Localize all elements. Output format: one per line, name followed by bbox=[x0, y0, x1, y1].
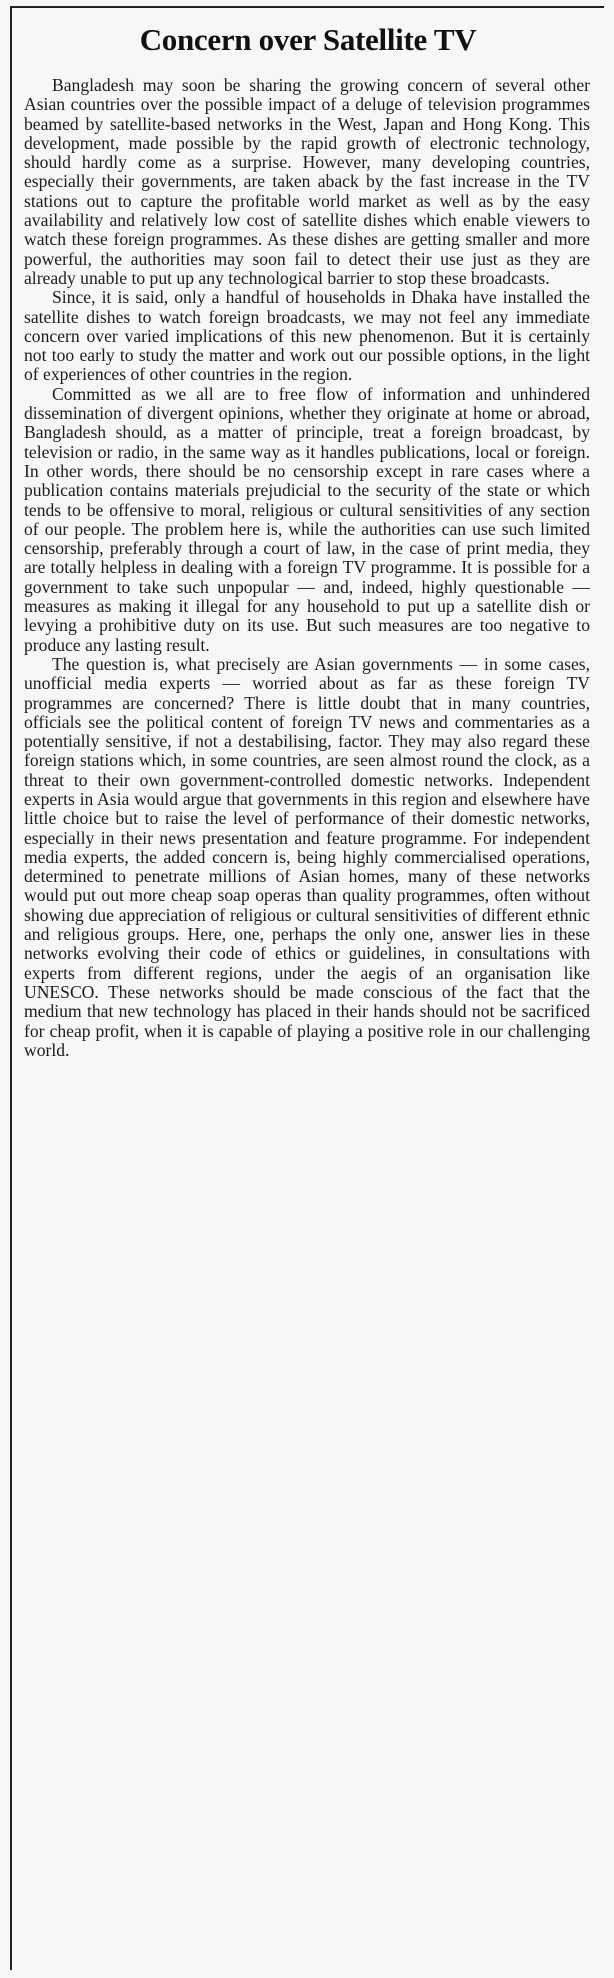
top-border-rule bbox=[10, 6, 604, 8]
paragraph-1: Bangladesh may soon be sharing the growing concern of several other Asian countries over the possible impact of a deluge of television programmes beamed by satellite-based networks in the West, Japan and Hong Kong. This development, made possible by the rapid growth of electronic technology, should hardly come as a surprise. However, many developing countries, especially their governments, are taken aback by the fast increase in the TV stations out to capture the profitable world market as well as by the easy availability and relatively low cost of satellite dishes which enable viewers to watch these foreign programmes. As these dishes are getting smaller and more powerful, the authorities may soon fail to detect their use just as they are already unable to put up any technological barrier to stop these broadcasts. bbox=[24, 75, 590, 288]
left-border-rule bbox=[10, 6, 12, 1970]
paragraph-2: Since, it is said, only a handful of households in Dhaka have installed the satellite dishes to watch foreign broadcasts, we may not feel any immediate concern over varied implications of this new phenomenon. But it is certainly not too early to study the matter and work out our possible options, in the light of experiences of other countries in the region. bbox=[24, 287, 590, 385]
newspaper-clipping bbox=[10, 6, 604, 1970]
headline: Concern over Satellite TV bbox=[139, 22, 477, 57]
paragraph-3: Committed as we all are to free flow of information and unhindered dissemination of divergent opinions, whether they originate at home or abroad, Bangladesh should, as a matter of principle, treat a foreign broadcast, by television or radio, in the same way as it handles publications, local or foreign. In other words, there should be no censorship except in rare cases where a publication contains materials prejudicial to the security of the state or which tends to be offensive to moral, religious or cultural sensitivities of any section of our people. The problem here is, while the authorities can use such limited censorship, preferably through a court of law, in the case of print media, they are totally helpless in dealing with a foreign TV programme. It is possible for a government to take such unpopular — and, indeed, highly questionable — measures as making it illegal for any household to put up a satellite dish or levying a prohibitive duty on its use. But such measures are too negative to produce any lasting result. bbox=[24, 383, 590, 655]
paragraph-4: The question is, what precisely are Asian governments — in some cases, unofficial media experts — worried about as far as these foreign TV programmes are concerned? There is little doubt that in many countries, officials see the political content of foreign TV news and commentaries as a potentially sensitive, if not a destabilising, factor. They may also regard these foreign stations which, in some countries, are seen almost round the clock, as a threat to their own government-controlled domestic networks. Independent experts in Asia would argue that governments in this region and elsewhere have little choice but to raise the level of performance of their domestic networks, especially in their news presentation and feature programme. For independent media experts, the added concern is, being highly commercialised operations, determined to penetrate millions of Asian homes, many of these networks would put out more cheap soap operas than quality programmes, often without showing due appreciation of religious or cultural sensitivities of different ethnic and religious groups. Here, one, perhaps the only one, answer lies in these networks evolving their code of ethics or guidelines, in consultations with experts from different regions, under the aegis of an organisation like UNESCO. These networks should be made conscious of the fact that the medium that new technology has placed in their hands should not be sacrificed for cheap profit, when it is capable of playing a positive role in our challenging world. bbox=[24, 653, 590, 1060]
article-body bbox=[24, 76, 590, 1060]
